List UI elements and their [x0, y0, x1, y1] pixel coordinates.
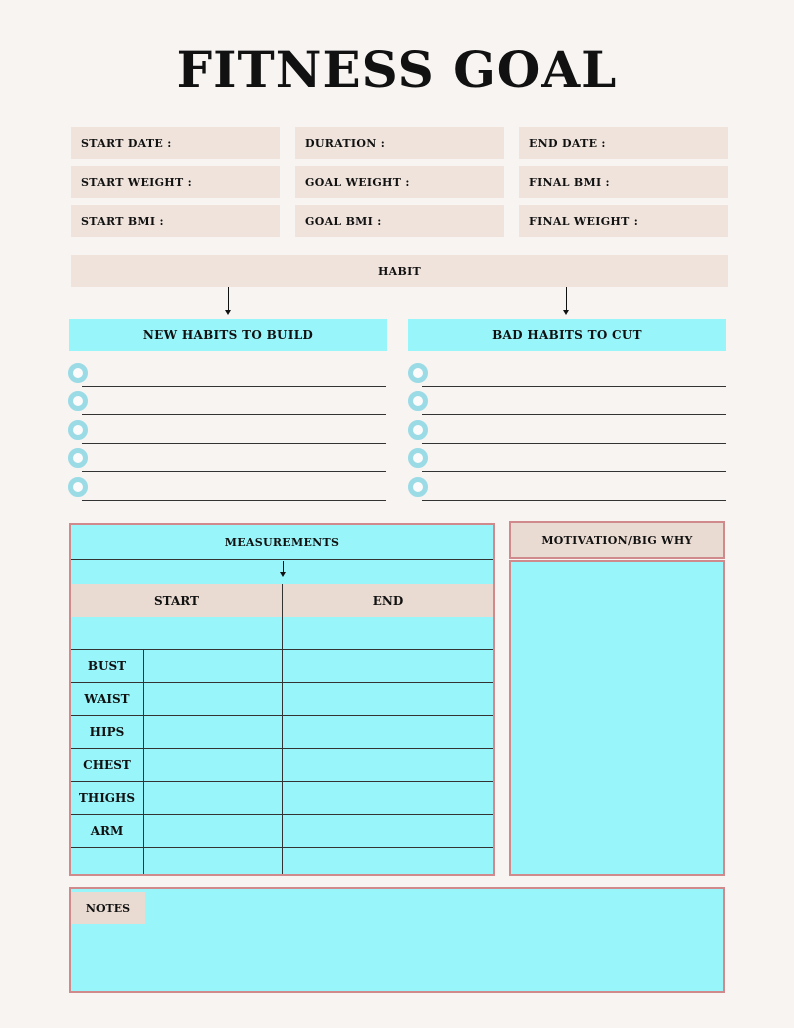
label-divider [143, 649, 144, 874]
circle-bullet-icon [68, 391, 88, 411]
measurement-label: HIPS [89, 725, 125, 739]
measurement-label: BUST [87, 659, 127, 673]
measurement-row [71, 748, 493, 781]
circle-bullet-icon [408, 420, 428, 440]
motivation-header: MOTIVATION/BIG WHY [509, 521, 725, 559]
measurement-label: WAIST [84, 692, 130, 706]
circle-bullet-icon [68, 448, 88, 468]
final-weight-field[interactable]: FINAL WEIGHT : [519, 205, 728, 237]
notes-label: NOTES [71, 892, 145, 924]
new-habit-item[interactable] [68, 416, 386, 444]
new-habit-item[interactable] [68, 444, 386, 472]
circle-bullet-icon [408, 448, 428, 468]
measurement-row [71, 715, 493, 748]
measurement-row [71, 781, 493, 814]
bad-habit-item[interactable] [408, 416, 726, 444]
page-title: FITNESS GOAL [176, 40, 618, 99]
start-weight-field[interactable]: START WEIGHT : [71, 166, 280, 198]
measurement-row [71, 682, 493, 715]
final-bmi-field[interactable]: FINAL BMI : [519, 166, 728, 198]
measurement-row [71, 814, 493, 847]
new-habit-item[interactable] [68, 387, 386, 415]
measurement-label: CHEST [83, 758, 131, 772]
new-habits-header: NEW HABITS TO BUILD [69, 319, 387, 351]
arrow-down-icon [283, 561, 284, 575]
circle-bullet-icon [408, 391, 428, 411]
bad-habit-item[interactable] [408, 473, 726, 501]
write-line [422, 471, 726, 472]
bad-habits-header: BAD HABITS TO CUT [408, 319, 726, 351]
goal-weight-field[interactable]: GOAL WEIGHT : [295, 166, 504, 198]
start-bmi-field[interactable]: START BMI : [71, 205, 280, 237]
start-date-field[interactable]: START DATE : [71, 127, 280, 159]
write-line [82, 471, 386, 472]
goal-bmi-field[interactable]: GOAL BMI : [295, 205, 504, 237]
measurements-title: MEASUREMENTS [71, 525, 493, 560]
circle-bullet-icon [408, 363, 428, 383]
write-line [422, 500, 726, 501]
arrow-down-icon [566, 287, 567, 313]
write-line [82, 500, 386, 501]
measurement-label: ARM [90, 824, 124, 838]
bad-habit-item[interactable] [408, 359, 726, 387]
measurement-label: THIGHS [78, 791, 136, 805]
notes-box[interactable] [69, 887, 725, 993]
circle-bullet-icon [68, 420, 88, 440]
arrow-down-icon [228, 287, 229, 313]
motivation-box[interactable] [509, 560, 725, 876]
circle-bullet-icon [68, 363, 88, 383]
habit-header: HABIT [71, 255, 728, 287]
measurement-row [71, 649, 493, 682]
write-line [82, 414, 386, 415]
bad-habit-item[interactable] [408, 444, 726, 472]
bad-habit-item[interactable] [408, 387, 726, 415]
end-column-header: END [283, 584, 493, 617]
measurement-row [71, 847, 493, 874]
circle-bullet-icon [408, 477, 428, 497]
new-habit-item[interactable] [68, 359, 386, 387]
end-date-field[interactable]: END DATE : [519, 127, 728, 159]
circle-bullet-icon [68, 477, 88, 497]
start-column-header: START [71, 584, 282, 617]
write-line [422, 414, 726, 415]
new-habit-item[interactable] [68, 473, 386, 501]
measurements-table [69, 523, 495, 876]
duration-field[interactable]: DURATION : [295, 127, 504, 159]
